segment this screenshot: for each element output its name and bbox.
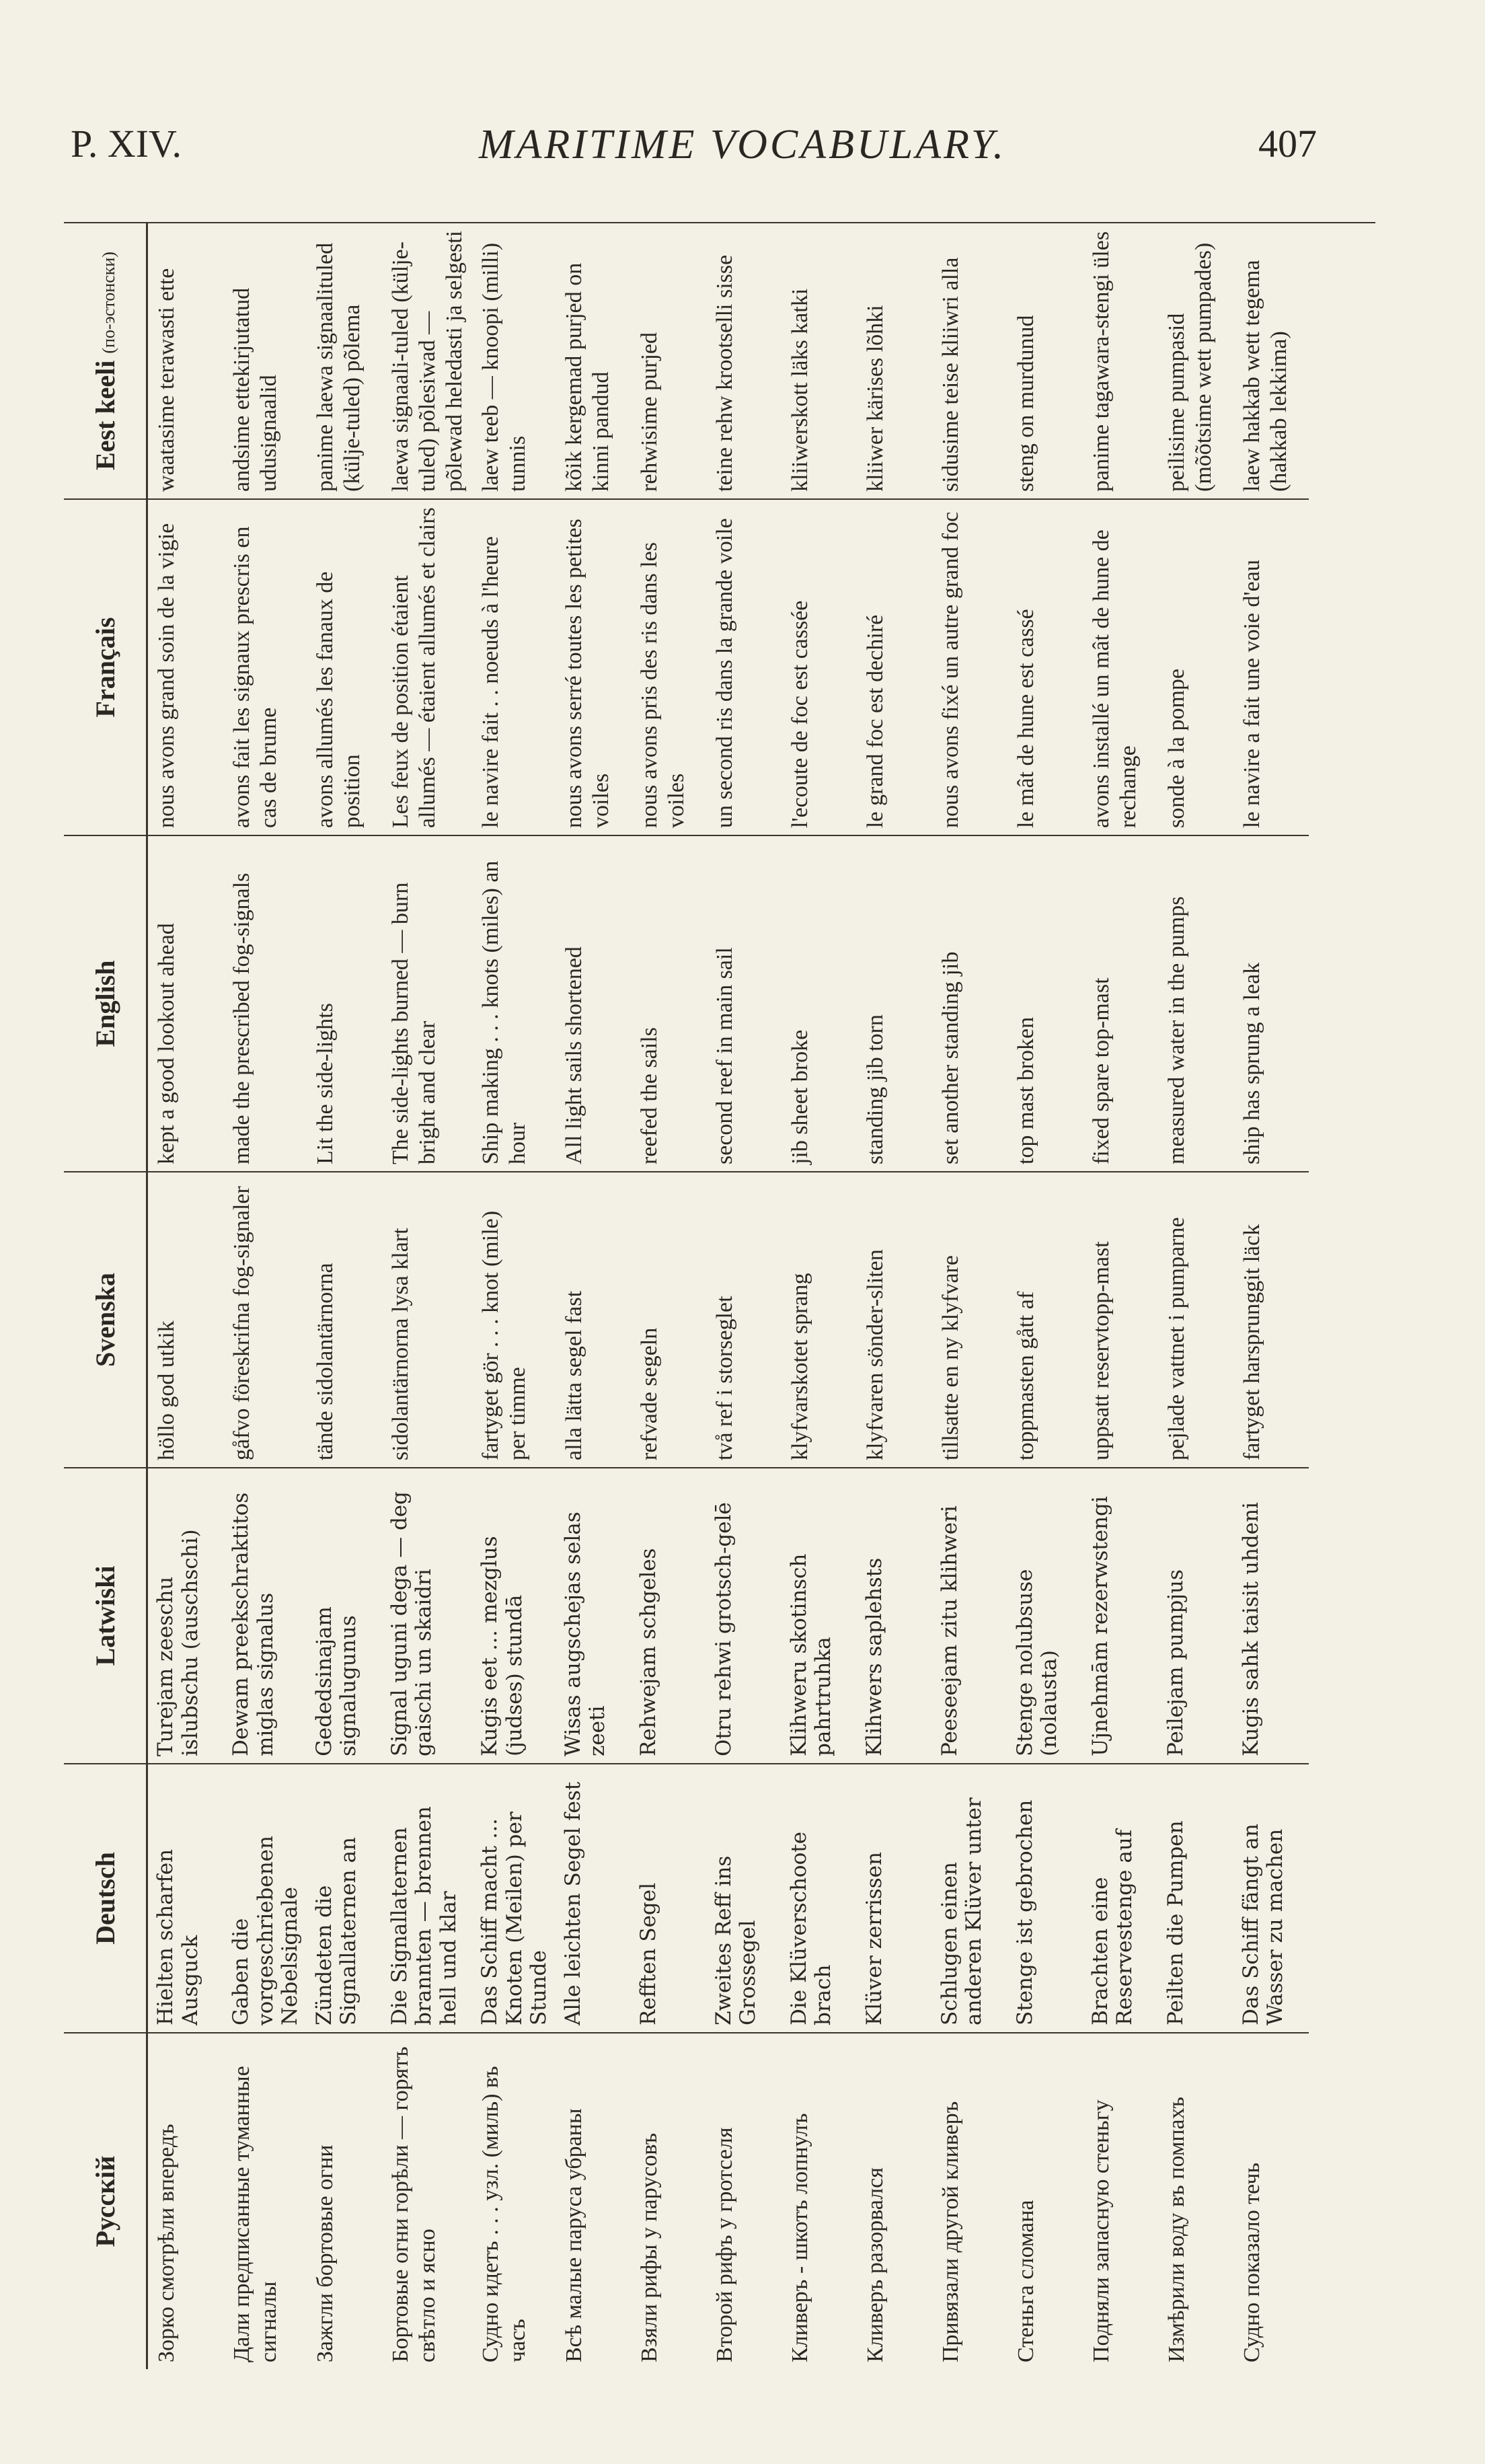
cell-estonian: andsime ettekirjutatud udusignaalid — [223, 223, 307, 499]
cell-french: un second ris dans la grande voile — [706, 499, 782, 835]
cell-french: l'ecoute de foc est cassée — [782, 499, 857, 835]
cell-french: nous avons pris des ris dans les voiles — [631, 499, 706, 835]
cell-latvian: Gededsinajam signalugunus — [307, 1468, 382, 1764]
cell-german: Schlugen einen anderen Klüver unter — [932, 1764, 1007, 2033]
cell-german: Klüver zerrissen — [857, 1764, 932, 2033]
cell-estonian: waatasime terawasti ette — [147, 223, 224, 499]
cell-russian: Бортовые огни горѣли — горятъ свѣтло и ясно — [387, 2046, 440, 2362]
cell-english: The side-lights burned — burn bright and clear — [382, 835, 472, 1172]
cell-english: measured water in the pumps — [1158, 835, 1233, 1172]
cell-french: le mât de hune est cassé — [1007, 499, 1083, 835]
cell-french: avons fait les signaux prescris en cas de brume — [223, 499, 307, 835]
table-row — [147, 223, 224, 2369]
column-header-estonian: Eest keeli (по-эстонски) — [64, 223, 147, 499]
cell-estonian: steng on murdunud — [1007, 223, 1083, 499]
cell-estonian: teine rehw krootselli sisse — [706, 223, 782, 499]
page-title: MARITIME VOCABULARY. — [478, 122, 1007, 167]
cell-latvian: Rehwejam schgeles — [631, 1468, 706, 1764]
cell-english: standing jib torn — [857, 835, 932, 1172]
cell-swedish: tillsatte en ny klyfvare — [932, 1172, 1007, 1468]
cell-estonian: laew hakkab wett tegema (hakkab lekkima) — [1233, 223, 1309, 499]
cell-estonian: kõik kergemad purjed on kinni pandud — [556, 223, 631, 499]
vocabulary-table — [64, 223, 1309, 2369]
table-row — [932, 223, 1007, 2369]
column-header-swedish: Svenska — [64, 1172, 147, 1468]
table-row — [782, 223, 857, 2369]
cell-french: sonde à la pompe — [1158, 499, 1233, 835]
cell-russian: Всѣ малые паруса убраны — [561, 2108, 586, 2362]
cell-estonian: laewa signaali-tuled (külje-tuled) põlesiwad — põlewad heledasti ja selgesti — [382, 223, 472, 499]
page-header — [0, 121, 1485, 182]
cell-latvian: Wisas augschejas selas zeeti — [556, 1468, 631, 1764]
cell-russian: Зорко смотрѣли впередъ — [154, 2124, 179, 2362]
cell-latvian: Ujnehmām rezerwstengi — [1083, 1468, 1158, 1764]
cell-swedish: alla lätta segel fast — [556, 1172, 631, 1468]
table-row — [1233, 223, 1309, 2369]
cell-swedish: fartyget gör . . . knot (mile) per timme — [472, 1172, 556, 1468]
cell-french: avons allumés les fanaux de position — [307, 499, 382, 835]
cell-german: Zweites Reff ins Grossegel — [706, 1764, 782, 2033]
cell-french: Les feux de position étaient allumés — étaient allumés et clairs — [382, 499, 472, 835]
cell-latvian: Klihweru skotinsch pahrtruhka — [782, 1468, 857, 1764]
table-row — [1083, 223, 1158, 2369]
cell-russian: Судно идетъ . . . узл. (миль) въ часъ — [478, 2066, 531, 2362]
cell-swedish: höllo god utkik — [147, 1172, 224, 1468]
cell-french: nous avons serré toutes les petites voiles — [556, 499, 631, 835]
cell-english: top mast broken — [1007, 835, 1083, 1172]
cell-german: Alle leichten Segel fest — [556, 1764, 631, 2033]
cell-latvian: Kugis eet … mezglus (judses) stundā — [472, 1468, 556, 1764]
cell-french: nous avons grand soin de la vigie — [147, 499, 224, 835]
cell-english: jib sheet broke — [782, 835, 857, 1172]
table-row — [472, 223, 556, 2369]
cell-french: nous avons fixé un autre grand foc — [932, 499, 1007, 835]
cell-estonian: panime laewa signaalituled (külje-tuled) põlema — [307, 223, 382, 499]
table-row — [556, 223, 631, 2369]
column-header-latvian: Latwiski — [64, 1468, 147, 1764]
column-header-french: Français — [64, 499, 147, 835]
cell-english: kept a good lookout ahead — [147, 835, 224, 1172]
table-row — [307, 223, 382, 2369]
cell-french: le grand foc est dechiré — [857, 499, 932, 835]
cell-english: fixed spare top-mast — [1083, 835, 1158, 1172]
cell-german: Hielten scharfen Ausguck — [147, 1764, 224, 2033]
cell-russian: Кливеръ разорвался — [862, 2167, 888, 2362]
cell-swedish: två ref i storseglet — [706, 1172, 782, 1468]
cell-swedish: uppsatt reservtopp-mast — [1083, 1172, 1158, 1468]
cell-swedish: tände sidolantärnorna — [307, 1172, 382, 1468]
cell-russian: Измѣрили воду въ помпахъ — [1164, 2097, 1189, 2362]
cell-russian: Стеньга сломана — [1013, 2200, 1038, 2362]
cell-german: Brachten eine Reservestenge auf — [1083, 1764, 1158, 2033]
cell-french: avons installé un mât de hune de rechange — [1083, 499, 1158, 835]
cell-german: Refften Segel — [631, 1764, 706, 2033]
cell-french: le navire a fait une voie d'eau — [1233, 499, 1309, 835]
cell-estonian: panime tagawara-stengi üles — [1083, 223, 1158, 499]
cell-german: Das Schiff fängt an Wasser zu machen — [1233, 1764, 1309, 2033]
cell-latvian: Dewam preekschraktitos miglas signalus — [223, 1468, 307, 1764]
table-row — [223, 223, 307, 2369]
cell-english: All light sails shortened — [556, 835, 631, 1172]
cell-estonian: peilisime pumpasid (mõõtsime wett pumpades) — [1158, 223, 1233, 499]
table-row — [382, 223, 472, 2369]
cell-german: Die Signallaternen brannten — brennen hell und klar — [382, 1764, 472, 2033]
cell-english: Ship making . . . knots (miles) an hour — [472, 835, 556, 1172]
cell-german: Gaben die vorgeschriebenen Nebelsignale — [223, 1764, 307, 2033]
cell-latvian: Stenge nolubsuse (nolausta) — [1007, 1468, 1083, 1764]
table-row — [706, 223, 782, 2369]
cell-swedish: klyfvaren sönder-sliten — [857, 1172, 932, 1468]
cell-latvian: Peeseejam zitu klihweri — [932, 1468, 1007, 1764]
cell-latvian: Otru rehwi grotsch-gelē — [706, 1468, 782, 1764]
table-row — [631, 223, 706, 2369]
cell-english: set another standing jib — [932, 835, 1007, 1172]
cell-estonian: sidusime teise kliiwri alla — [932, 223, 1007, 499]
cell-estonian: laew teeb — knoopi (milli) tunnis — [472, 223, 556, 499]
cell-swedish: refvade segeln — [631, 1172, 706, 1468]
cell-latvian: Kugis sahk taisit uhdeni — [1233, 1468, 1309, 1764]
cell-german: Das Schiff macht … Knoten (Meilen) per Stunde — [472, 1764, 556, 2033]
cell-german: Peilten die Pumpen — [1158, 1764, 1233, 2033]
table-row — [857, 223, 932, 2369]
page-number: 407 — [1258, 122, 1317, 165]
cell-french: le navire fait . . noeuds à l'heure — [472, 499, 556, 835]
cell-english: Lit the side-lights — [307, 835, 382, 1172]
cell-german: Stenge ist gebrochen — [1007, 1764, 1083, 2033]
cell-swedish: pejlade vattnet i pumparne — [1158, 1172, 1233, 1468]
column-header-german: Deutsch — [64, 1764, 147, 2033]
cell-latvian: Peilejam pumpjus — [1158, 1468, 1233, 1764]
cell-estonian: kliiwerskott läks katki — [782, 223, 857, 499]
cell-russian: Второй рифъ у гротселя — [712, 2127, 737, 2362]
vocabulary-rows — [147, 223, 1309, 2369]
vocabulary-table-area — [64, 222, 1375, 2369]
column-header-russian: Русскій — [64, 2033, 147, 2369]
section-ref: P. XIV. — [71, 122, 182, 165]
cell-swedish: fartyget harsprunggit läck — [1233, 1172, 1309, 1468]
cell-english: ship has sprung a leak — [1233, 835, 1309, 1172]
cell-russian: Взяли рифы у парусовъ — [636, 2132, 662, 2362]
cell-russian: Судно показало течь — [1239, 2163, 1264, 2362]
cell-english: second reef in main sail — [706, 835, 782, 1172]
cell-german: Die Klüverschoote brach — [782, 1764, 857, 2033]
cell-german: Zündeten die Signallaternen an — [307, 1764, 382, 2033]
cell-swedish: gåfvo föreskrifna fog-signaler — [223, 1172, 307, 1468]
cell-english: made the prescribed fog-signals — [223, 835, 307, 1172]
rotated-table — [64, 223, 1375, 2369]
cell-russian: Привязали другой кливеръ — [938, 2101, 963, 2362]
cell-russian: Подняли запасную стеньгу — [1088, 2099, 1114, 2362]
cell-swedish: sidolantärnorna lysa klart — [382, 1172, 472, 1468]
cell-latvian: Signal uguni dega — deg gaischi un skaidri — [382, 1468, 472, 1764]
cell-swedish: klyfvarskotet sprang — [782, 1172, 857, 1468]
cell-estonian: rehwisime purjed — [631, 223, 706, 499]
cell-russian: Дали предписанные туманные сигналы — [229, 2066, 282, 2362]
cell-english: reefed the sails — [631, 835, 706, 1172]
cell-latvian: Turejam zeeschu islubschu (auschschi) — [147, 1468, 224, 1764]
cell-latvian: Klihwers saplehsts — [857, 1468, 932, 1764]
cell-russian: Зажгли бортовые огни — [312, 2144, 338, 2362]
table-row — [1158, 223, 1233, 2369]
cell-swedish: toppmasten gått af — [1007, 1172, 1083, 1468]
cell-russian: Кливеръ - шкотъ лопнулъ — [787, 2113, 812, 2362]
column-header-row — [64, 223, 147, 2369]
column-header-english: English — [64, 835, 147, 1172]
table-row — [1007, 223, 1083, 2369]
cell-estonian: kliiwer kärises lõhki — [857, 223, 932, 499]
